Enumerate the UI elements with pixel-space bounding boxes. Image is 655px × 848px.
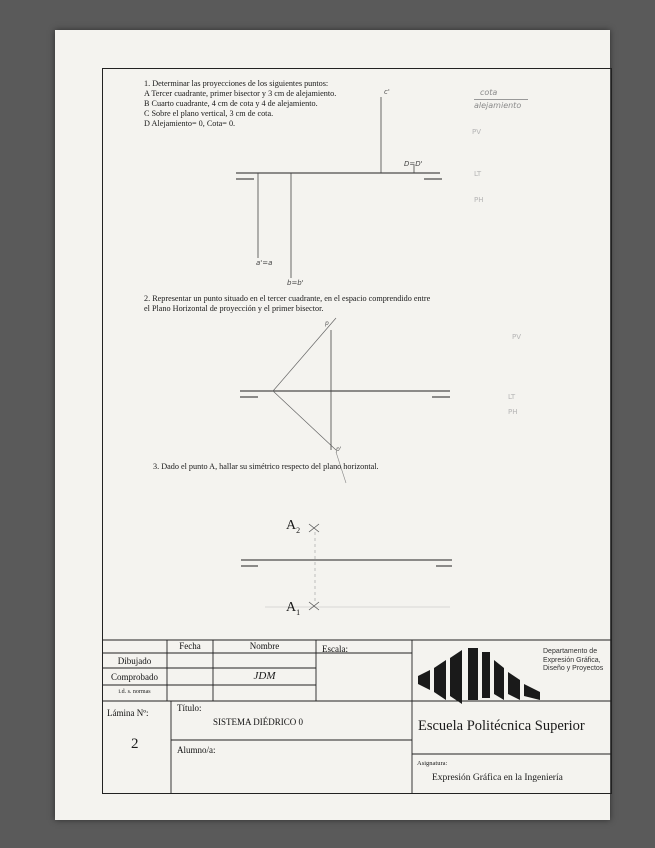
ex2-p-label: p [325, 320, 329, 327]
ex1-note-lt: LT [474, 170, 482, 178]
ex3-a2-sub: 2 [296, 525, 301, 535]
ex1-note-alejamiento: alejamiento [474, 101, 522, 110]
ex1-line-2: A Tercer cuadrante, primer bisector y 3 cm de alejamiento. [144, 89, 337, 98]
ex1-line-3: B Cuarto cuadrante, 4 cm de cota y 4 de alejamiento. [144, 99, 318, 108]
tb-lamina-label: Lámina Nº: [107, 708, 149, 718]
ex2-note-lt: LT [508, 393, 516, 401]
tb-department-line-3: Diseño y Proyectos [543, 665, 604, 672]
tb-department-line-2: Expresión Gráfica, [543, 656, 601, 664]
ex1-note-pv: PV [472, 128, 482, 136]
tb-titulo: SISTEMA DIÉDRICO 0 [213, 717, 304, 727]
tb-header-fecha: Fecha [179, 641, 201, 651]
department-logo [418, 648, 540, 704]
ex3-a2-label [286, 518, 300, 535]
ex1-statement [144, 79, 336, 129]
ex3-a2-cross [309, 524, 319, 532]
tb-header-escala: Escala: [322, 644, 348, 654]
ex1-line-5: D Alejamiento= 0, Cota= 0. [144, 119, 236, 128]
ex2-p-prime-label: p' [336, 446, 342, 453]
ex2-bisector-upper [273, 318, 336, 391]
ex2-bisector-lower [273, 391, 336, 450]
ex1-note-cota: cota [480, 88, 498, 97]
ex1-b-label: b=b' [287, 279, 304, 287]
ex1-note-ph: PH [474, 196, 484, 204]
ex2-note-ph: PH [508, 408, 518, 416]
tb-header-nombre: Nombre [249, 641, 280, 651]
tb-lamina-number: 2 [131, 736, 139, 752]
ex1-note-fraction-bar [474, 99, 528, 100]
ex2-statement [144, 294, 430, 314]
tb-row-normas: i.d. s. normas [118, 689, 151, 695]
tb-department-line-1: Departamento de [543, 648, 598, 655]
ex1-a-label: a'=a [256, 259, 273, 267]
ex3-a1-label [286, 600, 300, 617]
tb-school: Escuela Politécnica Superior [418, 718, 585, 734]
ex3-statement: 3. Dado el punto A, hallar su simétrico respecto del plano horizontal. [153, 462, 379, 471]
ex3-a1-sub: 1 [296, 607, 301, 617]
tb-comprobado-nombre: JDM [253, 670, 276, 682]
tb-row-dibujado: Dibujado [117, 656, 152, 666]
ex3-a1-main: A [286, 600, 297, 615]
ex1-line-1: 1. Determinar las proyecciones de los siguientes puntos: [144, 79, 329, 88]
ex3-a1-cross [309, 602, 319, 610]
ex2-line-1: 2. Representar un punto situado en el tercer cuadrante, en el espacio comprendido entre [144, 294, 431, 303]
tb-titulo-label: Título: [177, 703, 202, 713]
ex1-line-4: C Sobre el plano vertical, 3 cm de cota. [144, 109, 274, 118]
tb-asignatura-label: Asignatura: [417, 760, 448, 767]
ex2-note-pv: PV [512, 333, 522, 341]
tb-row-comprobado: Comprobado [111, 672, 158, 682]
tb-asignatura: Expresión Gráfica en la Ingeniería [432, 773, 563, 783]
ex2-line-2: el Plano Horizontal de proyección y el primer bisector. [144, 304, 324, 313]
ex1-c-prime: c' [384, 88, 390, 96]
tb-alumno-label: Alumno/a: [177, 745, 216, 755]
ex1-d-label: D=D' [404, 160, 423, 168]
ex3-a2-main: A [286, 518, 297, 533]
title-block-grid [102, 640, 612, 794]
tb-department [543, 648, 603, 674]
